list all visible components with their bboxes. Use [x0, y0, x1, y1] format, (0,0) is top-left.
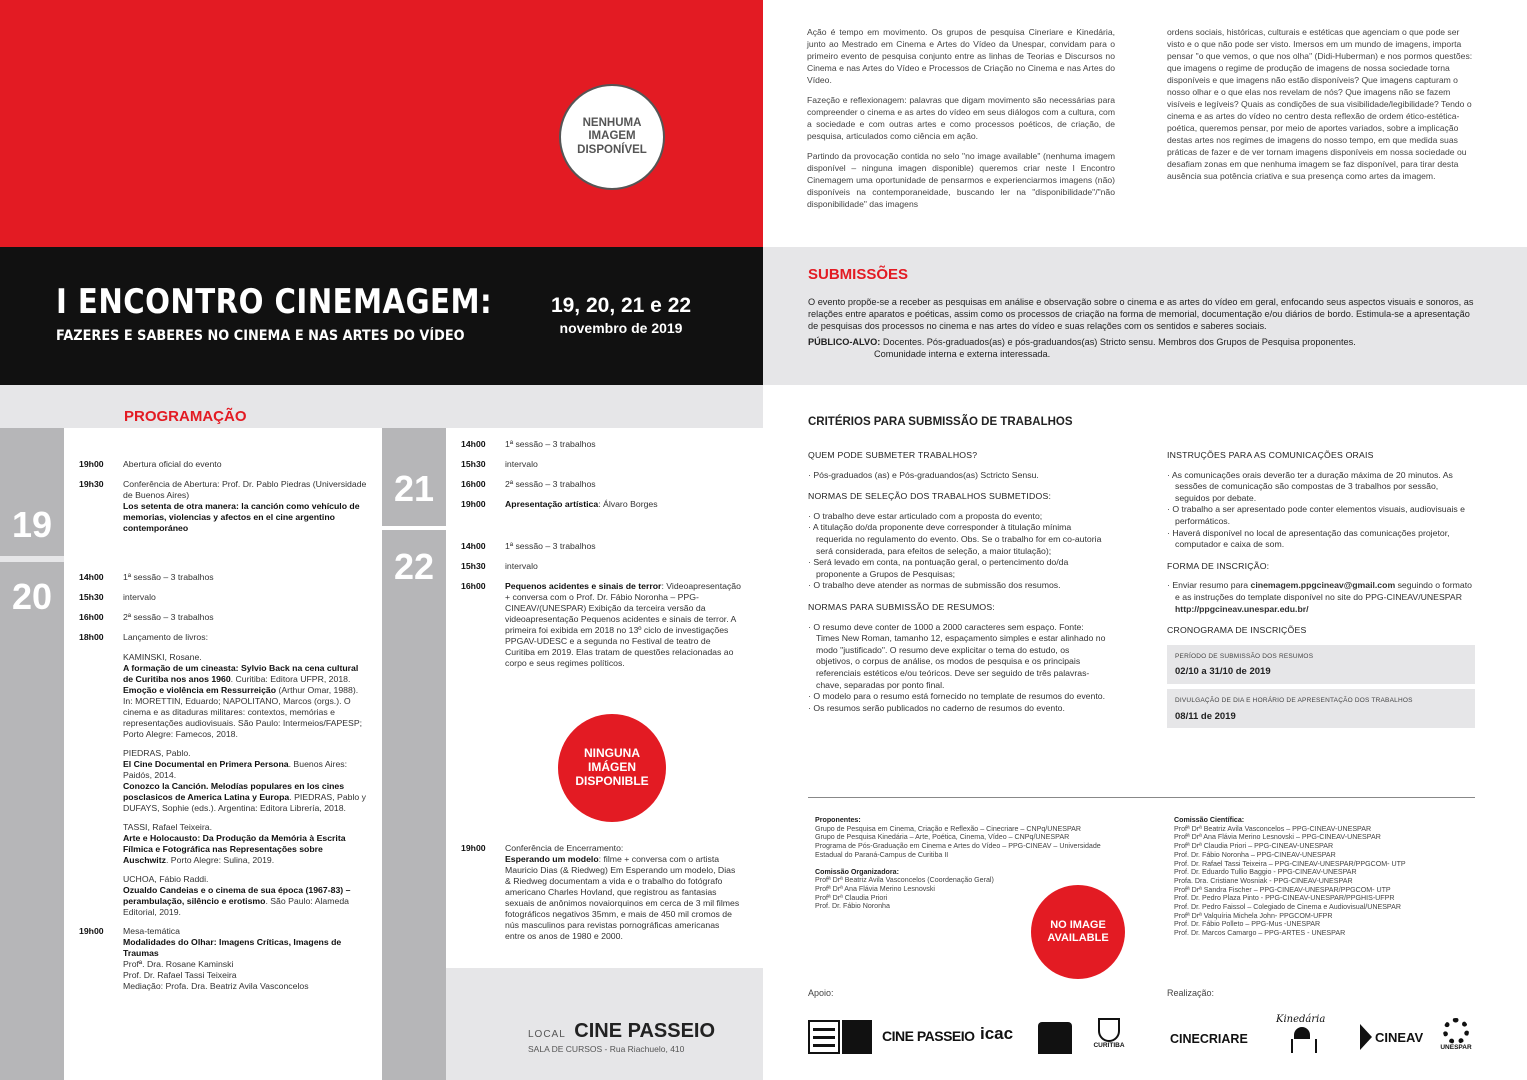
- schedule-item: 16h00 Pequenos acidentes e sinais de terror: Videoapresentação + conversa com o Prof. Dr. Fábio Noronha – PPG-CINEAV/(UNESPAR) Exibição da terceira versão da videoapresentação Pequenos acidentes e sinais de terror. A primeira foi exibida em 2018 no 13º ciclo de investigações PPGAV-UDESC e a segunda no Festival de teatro de Curitiba em 2019. Elas tratam de questões relacionadas ao corpo e seus regimes políticos.: [461, 581, 741, 668]
- cineav-logo: CINEAV: [1360, 1024, 1423, 1050]
- scientific-committee: Comissão Científica: Profª Drª Beatriz Avila Vasconcelos – PPG-CINEAV-UNESPAR Profª Drª Ana Flávia Merino Lesnovski – PPG-CINEAV-UNESPAR Profª Drª Claudia Priori – PPG-CINEAV-UNESPAR Prof. Dr. Fábio Noronha – PPG-CINEAV-UNESPAR Prof. Dr. Rafael Tassi Teixeira – PPG-CINEAV-UNESPAR/PPGCOM- UTP Prof. Dr. Eduardo Tullio Baggio - PPG-CINEAV-UNESPAR Profa. Dra. Cristiane Wosniak - PPG-CINEAV-UNESPAR Profª Drª Sandra Fischer – PPG-CINEAV-UNESPAR/PPGCOM- UTP Prof. Dr. Pedro Plaza Pinto - PPG-CINEAV-UNESPAR/PPGHIS-UFPR Prof. Dr. Pedro Faissol – Colegiado de Cinema e Audiovisual/UNESPAR Profª Drª Valquíria Michela John- PPGCOM-UFPR Prof. Dr. Fábio Polleto – PPG-Mus -UNESPAR Prof. Dr. Marcos Camargo – PPG-ARTES - UNESPAR: [1174, 816, 1406, 938]
- schedule-item: 19h00 Mesa-temática Modalidades do Olhar: Imagens Críticas, Imagens de Traumas Profª. Dra. Rosane Kaminski Prof. Dr. Rafael Tassi Teixeira Mediação: Profa. Dra. Beatriz Avila Vasconcelos: [79, 926, 342, 991]
- criteria-left: QUEM PODE SUBMETER TRABALHOS? · Pós-graduados (as) e Pós-graduandos(as) Sctricto Sensu. NORMAS DE SELEÇÃO DOS TRABALHOS SUBMETIDOS: · O trabalho deve estar articulado com a proposta do evento; · A titulação do/da proponente deve corresponder à titulação mínima requerida no regulamento do evento. Obs. Se o trabalho for em co-autoria será considerada, para efeitos de seleção, a maior titulação); · Será levado em conta, na pontuação geral, o pertencimento do/da proponente a Grupos de Pesquisas; · O trabalho deve atender as normas de submissão dos resumos. NORMAS PARA SUBMISSÃO DE RESUMOS: · O resumo deve conter de 1000 a 2000 caracteres sem espaço. Fonte: Times New Roman, tamanho 12, espaçamento simples e estar alinhado no modo "justificado". O resumo deve explicitar o tema do estudo, os objetivos, o corpus de análise, os modos de pesquisa e os principais referenciais estéticos e/ou teóricos. Deve ser seguido de três palavras-chave, separadas por ponto final. · O modelo para o resumo está fornecido no template de resumos do evento. · Os resumos serão publicados no caderno de resumos do evento.: [808, 450, 1108, 724]
- day-20-marker: 20: [0, 562, 64, 1080]
- location: LOCAL CINE PASSEIO SALA DE CURSOS - Rua Riachuelo, 410: [528, 1020, 716, 1054]
- divider: [808, 797, 1475, 798]
- schedule-item: 19h00 Apresentação artística: Álvaro Borges: [461, 499, 658, 509]
- schedule-item: 19h30 Conferência de Abertura: Prof. Dr. Pablo Piedras (Universidade de Buenos Aires) Los setenta de otra manera: la canción como vehículo de memorias, violencias y afectos en el cine argentino contemporáneo: [79, 479, 367, 533]
- schedule-item: 19h00 Conferência de Encerramento: Esperando um modelo: filme + conversa com o artista Mauricio Dias (& Riedweg) Em Esperando um modelo, Dias & Riedweg documentam a vida e o trabalho do fotógrafo americano Charles Hovland, que registrou as fantasias sexuais de anônimos novaiorquinos em cerca de 3 mil filmes fotográficos negativos 35mm, e mais de 450 mil cromos de nús masculinos para revistas pornográficas americanas entre os anos de 1980 e 2000.: [461, 843, 740, 941]
- program-website-link[interactable]: http://ppgcineav.unespar.edu.br/: [1175, 603, 1309, 614]
- schedule-item: 16h00 2ª sessão – 3 trabalhos: [461, 479, 596, 489]
- schedule-item: 16h00 2ª sessão – 3 trabalhos: [79, 612, 214, 622]
- submission-period-box: PERÍODO DE SUBMISSÃO DOS RESUMOS 02/10 a 31/10 de 2019: [1167, 645, 1475, 684]
- submissions-heading: SUBMISSÕES: [808, 266, 909, 283]
- day-21-marker: 21: [382, 428, 446, 526]
- no-image-badge-pt: NENHUMA IMAGEM DISPONÍVEL: [559, 84, 665, 190]
- kinedaria-logo: Kinedária: [1276, 1014, 1336, 1058]
- book-entry: UCHOA, Fábio Raddi. Ozualdo Candeias e o cinema de sua época (1967-83) – perambulação, silêncio e erotismo. São Paulo: Alameda Editorial, 2019.: [123, 874, 351, 917]
- book-entry: PIEDRAS, Pablo. El Cine Documental en Primera Persona. Buenos Aires: Paidós, 2014. Conozco la Canción. Melodías populares en los cines posclasicos de America Latina y Europa. PIEDRAS, Pablo y DUFAYS, Sophie (eds.). Argentina: Editora Librería, 2018.: [123, 748, 367, 813]
- event-subtitle: FAZERES E SABERES NO CINEMA E NAS ARTES DO VÍDEO: [56, 328, 465, 344]
- book-entry: KAMINSKI, Rosane. A formação de um cineasta: Sylvio Back na cena cultural de Curitiba nos anos 1960. Curitiba: Editora UFPR, 2018. Emoção e violência em Ressurreição (Arthur Omar, 1988). In: MORETTIN, Eduardo; NAPOLITANO, Marcos (orgs.). O cinema e as ditaduras militares: contextos, memórias e representações audiovisuais. São Paulo: Intermeios/FAPESP; Porto Alegre: Famecos, 2018.: [123, 652, 363, 739]
- program-heading: PROGRAMAÇÃO: [124, 408, 247, 425]
- event-title: I ENCONTRO CINEMAGEM:: [56, 282, 493, 322]
- criteria-heading: CRITÉRIOS PARA SUBMISSÃO DE TRABALHOS: [808, 416, 1073, 428]
- schedule-item: 18h00 Lançamento de livros:: [79, 632, 208, 642]
- day-19-schedule: [79, 459, 369, 543]
- criteria-right: INSTRUÇÕES PARA AS COMUNICAÇÕES ORAIS · As comunicações orais deverão ter a duração máxima de 20 minutos. As sessões de comunicação são compostas de 3 trabalhos por sessão, seguidos por debate. · O trabalho a ser apresentado pode conter elementos visuais, audiovisuais e performáticos. · Haverá disponível no local de apresentação das comunicações projetor, computador e caixa de som. FORMA DE INSCRIÇÃO: · Enviar resumo para cinemagem.ppgcineav@gmail.com seguindo o formato e as instruções do template disponível no site do PPG-CINEAV/UNESPAR http://ppgcineav.unespar.edu.br/ CRONOGRAMA DE INSCRIÇÕES PERÍODO DE SUBMISSÃO DOS RESUMOS 02/10 a 31/10 de 2019 DIVULGAÇÃO DE DIA E HORÁRIO DE APRESENTAÇÃO DOS TRABALHOS 08/11 de 2019: [1167, 450, 1475, 728]
- unespar-logo: UNESPAR: [1440, 1018, 1472, 1051]
- schedule-item: 15h30 intervalo: [461, 561, 538, 571]
- cine-passeio-logo: CINE PASSEIO: [882, 1028, 975, 1044]
- day-19-marker: 19: [0, 428, 64, 556]
- no-image-badge-es: NINGUNA IMÁGEN DISPONIBLE: [558, 714, 666, 822]
- submissions-text: O evento propõe-se a receber as pesquisas em análise e observação sobre o cinema e as artes do vídeo em geral, enfocando seus aspectos visuais e sonoros, as relações entre aparatos e poéticas, assim como os processos de criação na forma de memorial, documentação e/ou diários de bordo. Estimula-se a apresentação de pesquisas dos processos no cinema e nas artes do vídeo e suas relações com os sentidos e saberes sociais. PÚBLICO-ALVO: Docentes. Pós-graduados(as) e pós-graduandos(as) Stricto sensu. Membros dos Grupos de Pesquisa proponentes. Comunidade interna e externa interessada.: [808, 297, 1474, 359]
- schedule-item: 14h00 1ª sessão – 3 trabalhos: [79, 572, 214, 582]
- schedule-item: 15h30 intervalo: [79, 592, 156, 602]
- support-logo-1: [808, 1020, 840, 1054]
- day-21-schedule: [461, 439, 741, 519]
- schedule-item: 14h00 1ª sessão – 3 trabalhos: [461, 439, 596, 449]
- closing-conference: [461, 843, 741, 951]
- contact-email[interactable]: cinemagem.ppgcineav@gmail.com: [1250, 580, 1396, 591]
- proponents: Proponentes: Grupo de Pesquisa em Cinema, Criação e Reflexão – Cinecriare – CNPq/UNESPAR Grupo de Pesquisa Kinedária – Arte, Poética, Cinema, Vídeo – CNPq/UNESPAR Programa de Pós-Graduação em Cinema e Artes do Vídeo – PPG-CINEAV – Universidade Estadual do Paraná-Campus de Curitiba II Comissão Organizadora: Profª Drª Beatriz Avila Vasconcelos (Coordenação Geral) Profª Drª Ana Flávia Merino Lesnovski Profª Drª Claudia Priori Prof. Dr. Fábio Noronha: [815, 816, 1101, 911]
- intro-column-1: Ação é tempo em movimento. Os grupos de pesquisa Cineriare e Kinedária, junto ao Mestrado em Cinema e Artes do Vídeo da Unespar, convidam para o primeiro evento de pesquisa conjunto entre as linhas de Teorias e Discursos no Cinema e nas Artes do Vídeo e Processos de Criação no Cinema e nas Artes do Vídeo. Fazeção e reflexionagem: palavras que digam movimento são necessárias para compreender o cinema e as artes do vídeo em seus diálogos com a cultura, com a sociedade e com outras artes e como processos poéticos, de criação, de pesquisa, articulados como ciência em ação. Partindo da provocação contida no selo "no image available" (nenhuma imagem disponível – ninguna imagen disponible) queremos criar neste I Encontro Cinemagem uma oportunidade de pensarmos e experienciarmos imagens (não) disponíveis na contemporaneidade, buscando ler na "disponibilidade"/"não disponibilidade" das imagens: [807, 27, 1115, 209]
- book-launch-list: [79, 652, 369, 918]
- event-month: novembro de 2019: [559, 320, 683, 336]
- cinecriare-logo: CINECRIARE: [1170, 1032, 1248, 1046]
- venue-name: CINE PASSEIO: [574, 1020, 716, 1042]
- no-image-badge-en: NO IMAGE AVAILABLE: [1031, 885, 1125, 979]
- fundacao-cultural-logo: [1038, 1022, 1072, 1054]
- icac-logo: icac: [980, 1024, 1014, 1043]
- support-logo-2: [842, 1020, 872, 1054]
- schedule-item: 14h00 1ª sessão – 3 trabalhos: [461, 541, 596, 551]
- intro-column-2: ordens sociais, históricas, culturais e estéticas que agenciam o que pode ser visto e o que não pode ser visto. Imersos em um mundo de imagens, importa pensar "o que vemos, o que nos olha" (Didi-Huberman) e nos pormos questões: que imagens o regime de produção de imagens de nossa sociedade torna disponíveis e que imagens não estão disponíveis? Que imagens capturam o nosso olhar e o que elas nos revelam de nós? Que imagens não se fazem visíveis e legíveis? Quais as condições de sua visibilidade/legibilidade? Tendo o cinema e as artes do vídeo no centro desta reflexão de ordem ético-estética-poética, queremos pensar, por meio de aportes variados, sobre a implicação destas artes nos regimes de imagens do nosso tempo, em que medida suas práticas de fazer e de ver tornam imagens disponíveis em nossa sociedade ou desafiam zonas em que nenhuma imagem se faz disponível, para tirar desta ausência sua potência criativa e sua presença como artes da imagem.: [1167, 27, 1473, 181]
- disclosure-date-box: DIVULGAÇÃO DE DIA E HORÁRIO DE APRESENTAÇÃO DOS TRABALHOS 08/11 de 2019: [1167, 689, 1475, 728]
- support-label: Apoio:: [808, 988, 834, 998]
- book-entry: TASSI, Rafael Teixeira. Arte e Holocausto: Da Produção da Memória à Escrita Fílmica e Fotográfica nas Representações sobre Auschwitz. Porto Alegre: Sulina, 2019.: [123, 822, 346, 865]
- event-dates: 19, 20, 21 e 22: [550, 294, 692, 317]
- day-20-schedule: [79, 572, 369, 1001]
- schedule-item: 15h30 intervalo: [461, 459, 538, 469]
- curitiba-logo: CURITIBA: [1090, 1018, 1128, 1049]
- day-22-marker: 22: [382, 530, 446, 1080]
- day-22-schedule: [461, 541, 741, 678]
- schedule-item: 19h00 Abertura oficial do evento: [79, 459, 222, 469]
- realization-label: Realização:: [1167, 988, 1215, 998]
